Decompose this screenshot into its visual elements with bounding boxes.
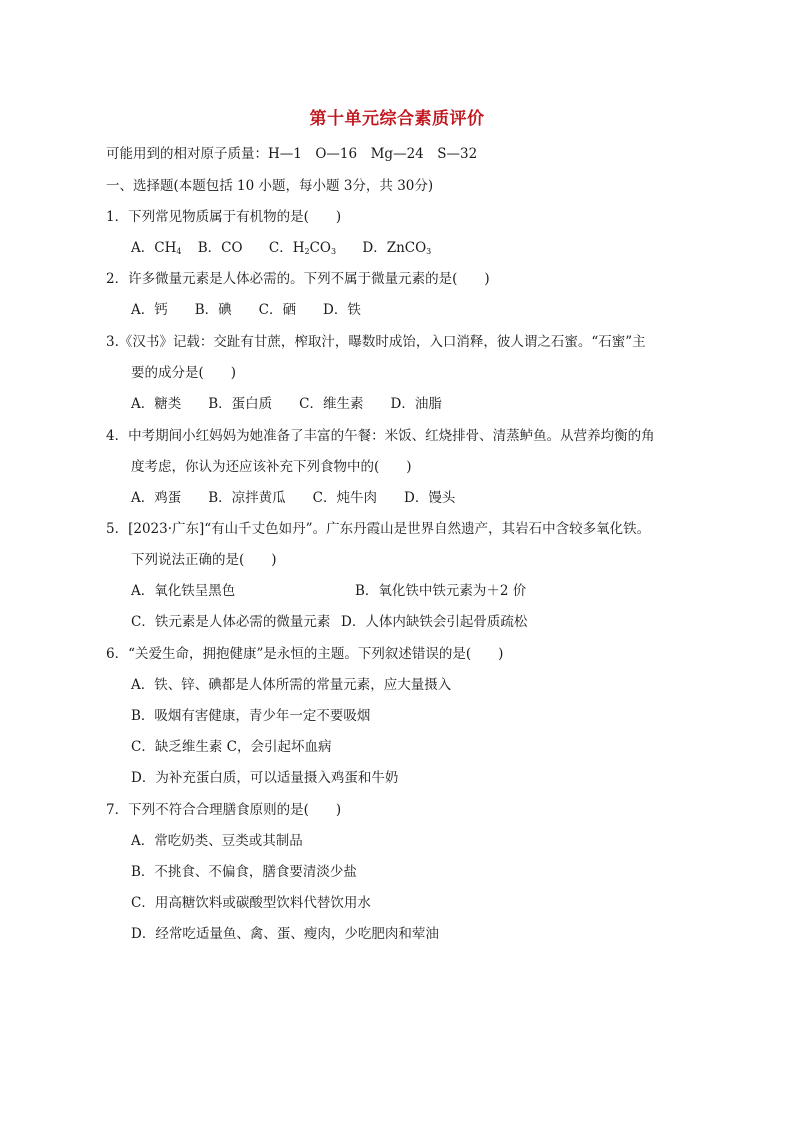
page-title: 第十单元综合素质评价 xyxy=(309,109,485,129)
question-4-stem-line1: 4．中考期间小红妈妈为她准备了丰富的午餐：米饭、红烧排骨、清蒸鲈鱼。从营养均衡的角 xyxy=(106,428,655,444)
q6-option-a: A．铁、锌、碘都是人体所需的常量元素，应大量摄入 xyxy=(131,677,452,693)
question-3-stem-line1: 3.《汉书》记载：交趾有甘蔗，榨取汁，曝数时成饴，入口消释，彼人谓之石蜜。“石蜜”主 xyxy=(106,334,646,350)
q5-option-c: C．铁元素是人体必需的微量元素 xyxy=(131,614,331,630)
question-1-stem: 1．下列常见物质属于有机物的是( ) xyxy=(106,209,342,225)
q1-option-c: C．$H_2CO_3$ xyxy=(268,240,337,256)
question-3-stem-line2: 要的成分是( ) xyxy=(131,365,237,381)
section-heading: 一、选择题(本题包括 10 小题，每小题 3分，共 30分) xyxy=(106,178,434,194)
q7-option-b: B．不挑食、不偏食，膳食要清淡少盐 xyxy=(131,864,357,880)
q7-option-d: D．经常吃适量鱼、禽、蛋、瘦肉，少吃肥肉和荤油 xyxy=(131,926,439,942)
question-4-stem-line2: 度考虑，你认为还应该补充下列食物中的( ) xyxy=(131,459,412,475)
q6-option-b: B．吸烟有害健康，青少年一定不要吸烟 xyxy=(131,708,371,724)
q1-option-b: B．CO xyxy=(197,240,243,256)
q7-option-c: C．用高糖饮料或碳酸型饮料代替饮用水 xyxy=(131,895,371,911)
q5-option-d: D．人体内缺铁会引起骨质疏松 xyxy=(341,614,528,630)
question-2-options: A．钙 B．碘 C．硒 D．铁 xyxy=(131,302,361,318)
question-6-stem: 6．“关爱生命，拥抱健康”是永恒的主题。下列叙述错误的是( ) xyxy=(106,646,504,662)
question-7-stem: 7．下列不符合合理膳食原则的是( ) xyxy=(106,802,342,818)
q6-option-d: D．为补充蛋白质，可以适量摄入鸡蛋和牛奶 xyxy=(131,770,399,786)
q7-option-a: A．常吃奶类、豆类或其制品 xyxy=(131,833,303,849)
q1-option-a: A．$CH_4$ xyxy=(131,240,182,256)
q6-option-c: C．缺乏维生素 C，会引起坏血病 xyxy=(131,739,332,755)
question-4-options: A．鸡蛋 B．凉拌黄瓜 C．炖牛肉 D．馒头 xyxy=(131,490,456,506)
question-2-stem: 2．许多微量元素是人体必需的。下列不属于微量元素的是( ) xyxy=(106,271,490,287)
q5-option-a: A．氧化铁呈黑色 xyxy=(131,583,236,599)
question-5-stem-line1: 5．[2023·广东]“有山千丈色如丹”。广东丹霞山是世界自然遗产，其岩石中含较多氧化铁。 xyxy=(106,521,651,537)
q5-option-b: B．氧化铁中铁元素为＋2 价 xyxy=(355,583,527,599)
question-3-options: A．糖类 B．蛋白质 C．维生素 D．油脂 xyxy=(131,396,442,412)
question-1-options xyxy=(131,239,431,261)
q1-option-d: D．ZnCO$_3$ xyxy=(362,240,432,256)
atomic-masses-note: 可能用到的相对原子质量：H—1 O—16 Mg—24 S—32 xyxy=(106,146,478,162)
question-5-stem-line2: 下列说法正确的是( ) xyxy=(131,552,277,568)
